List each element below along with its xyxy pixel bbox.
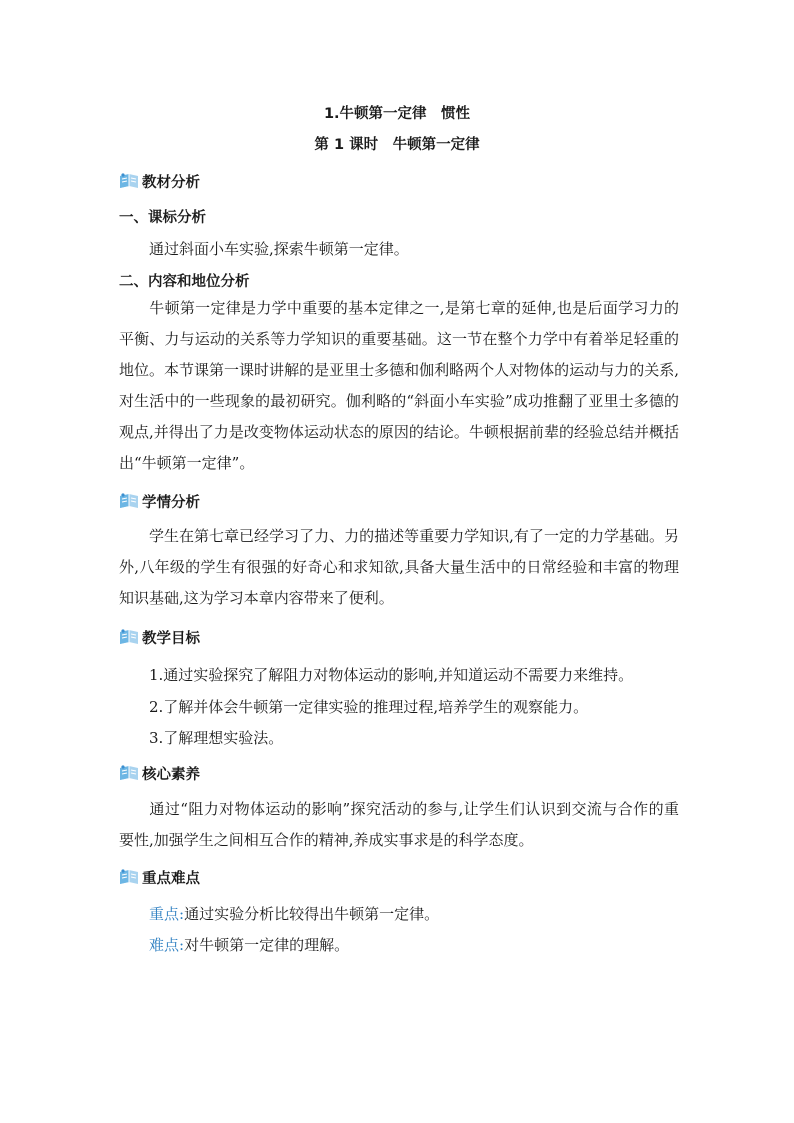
goal-item: 2.了解并体会牛顿第一定律实验的推理过程,培养学生的观察能力。 [149, 698, 589, 716]
curriculum-text: 通过斜面小车实验,探索牛顿第一定律。 [149, 240, 409, 258]
lesson-subtitle: 第 1 课时 牛顿第一定律 [314, 137, 480, 153]
student-paragraph: 学生在第七章已经学习了力、力的描述等重要力学知识,有了一定的力学基础。另外,八年级的学生有很强的好奇心和求知欲,具备大量生活中的日常经验和丰富的物理知识基础,这为学习本章内容带来了便利。 [119, 527, 679, 607]
literacy-paragraph: 通过“阻力对物体运动的影响”探究活动的参与,让学生们认识到交流与合作的重要性,加强学生之间相互合作的精神,养成实事求是的科学态度。 [119, 800, 679, 849]
difficulty-label: 难点 [149, 936, 180, 954]
key-point-label: 重点 [149, 905, 180, 923]
content-paragraph: 牛顿第一定律是力学中重要的基本定律之一,是第七章的延伸,也是后面学习力的平衡、力与运动的关系等力学知识的重要基础。这一节在整个力学中有着举足轻重的地位。本节课第一课时讲解的是亚里士多德和伽利略两个人对物体的运动与力的关系,对生活中的一些现象的最初研究。伽利略的“斜面小车实验”成功推翻了亚里士多德的观点,并得出了力是改变物体运动状态的原因的结论。牛顿根据前辈的经验总结并概括出“牛顿第一定律”。 [119, 299, 679, 472]
book-icon [119, 492, 139, 510]
section-heading: 学情分析 [142, 494, 200, 511]
book-icon [119, 172, 139, 190]
section-heading: 教学目标 [142, 630, 200, 647]
key-point-line: 重点:通过实验分析比较得出牛顿第一定律。 [149, 905, 440, 923]
goal-item: 3.了解理想实验法。 [149, 729, 284, 747]
section-heading: 重点难点 [142, 870, 200, 887]
section-student-analysis [119, 491, 200, 511]
book-icon [119, 628, 139, 646]
section-heading: 教材分析 [142, 174, 200, 191]
curriculum-heading: 一、课标分析 [119, 210, 206, 226]
section-heading: 核心素养 [142, 766, 200, 783]
difficulty-text: 对牛顿第一定律的理解。 [184, 936, 350, 954]
difficulty-line: 难点:对牛顿第一定律的理解。 [149, 936, 350, 954]
section-literacy [119, 763, 200, 783]
book-icon [119, 868, 139, 886]
goal-item: 1.通过实验探究了解阻力对物体运动的影响,并知道运动不需要力来维持。 [149, 666, 634, 684]
section-goals [119, 627, 200, 647]
section-textbook-analysis [119, 171, 200, 191]
section-key-points [119, 867, 200, 887]
book-icon [119, 764, 139, 782]
key-point-text: 通过实验分析比较得出牛顿第一定律。 [184, 905, 440, 923]
document-title: 1.牛顿第一定律 惯性 [323, 106, 471, 122]
content-heading: 二、内容和地位分析 [119, 274, 250, 290]
